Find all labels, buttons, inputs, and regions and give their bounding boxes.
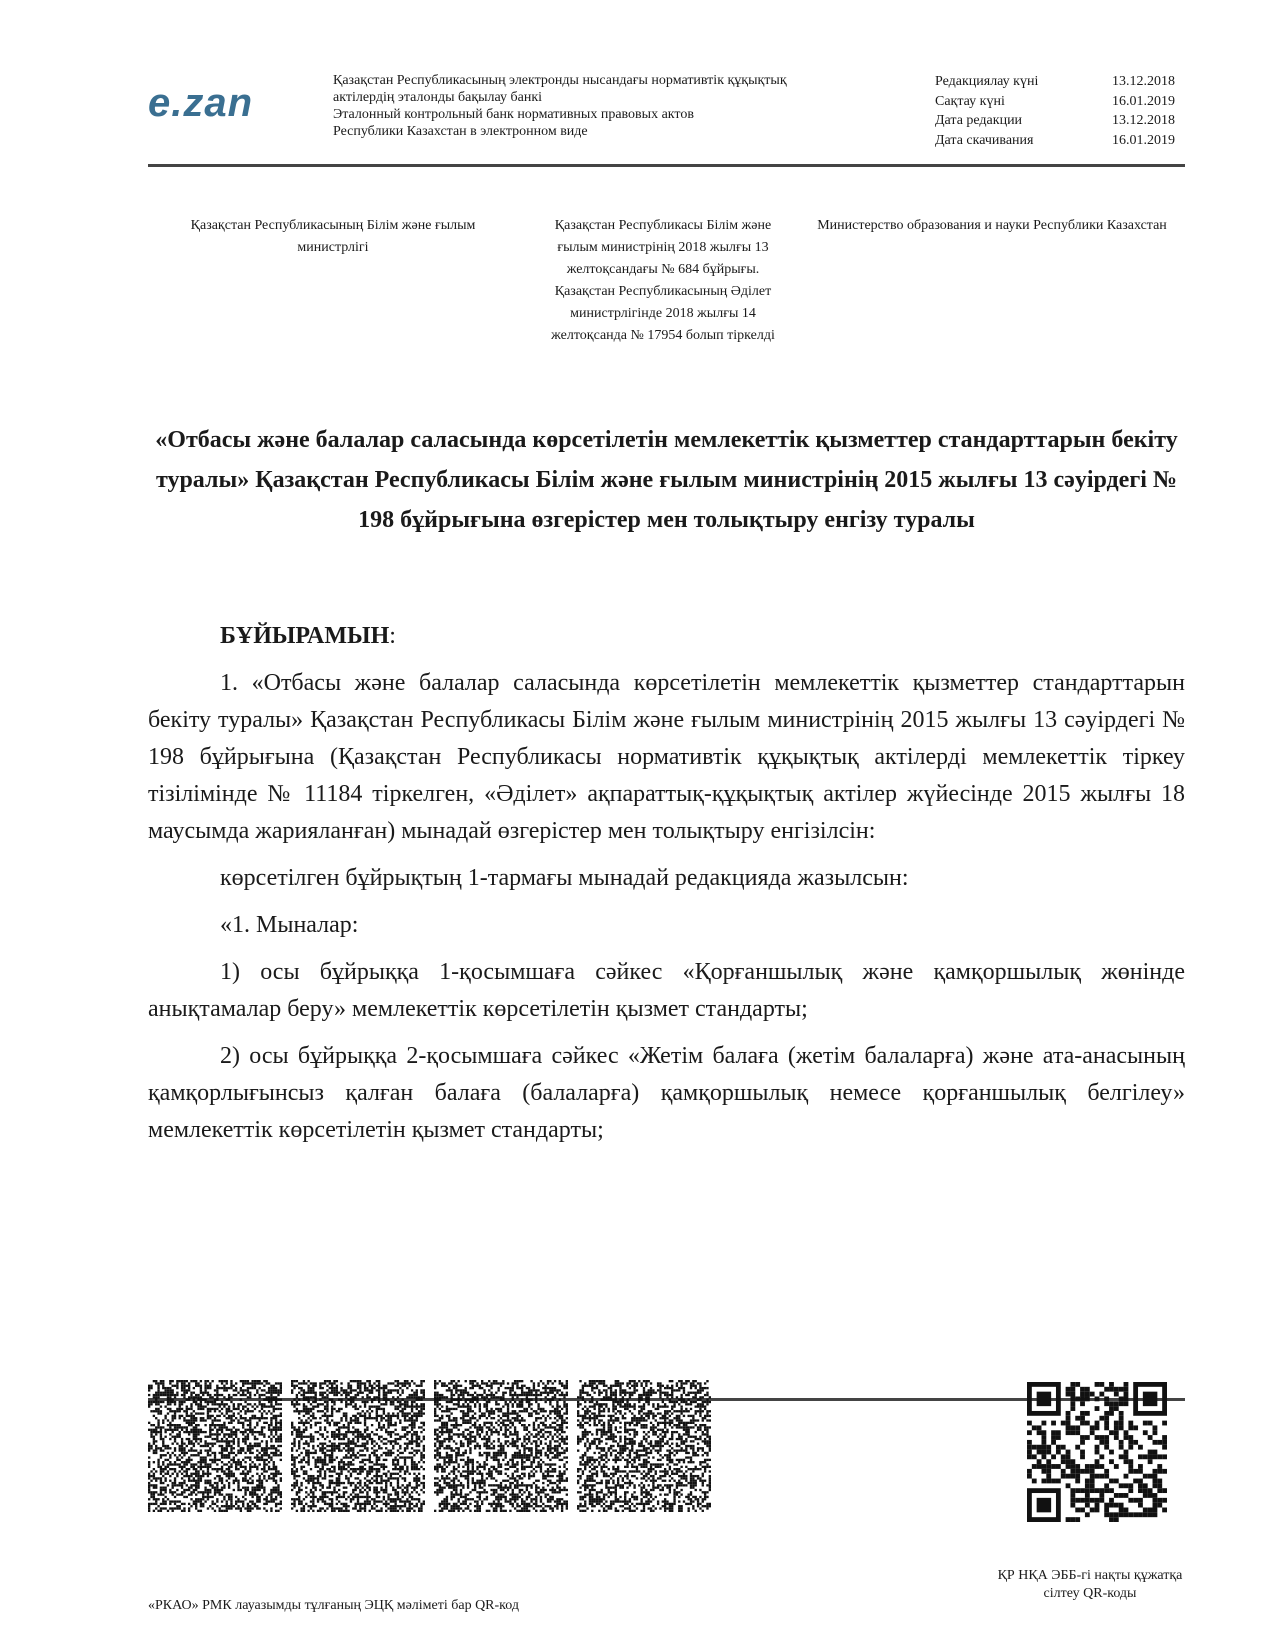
ministry-ru: Министерство образования и науки Республики Казахстан [817, 218, 1167, 233]
meta-row [935, 111, 1175, 131]
meta-value: 13.12.2018 [1112, 113, 1175, 128]
bank-line: актілердің эталонды бақылау банкі [333, 90, 543, 105]
paragraph: 1) осы бұйрыққа 1-қосымшаға сәйкес «Қорғаншылық және қамқоршылық жөнінде анықтамалар беру» мемлекеттік көрсетілетін қызмет стандарты; [148, 959, 1185, 1022]
paragraph: көрсетілген бұйрықтың 1-тармағы мынадай редакцияда жазылсын: [220, 865, 909, 891]
meta-value: 16.01.2019 [1112, 93, 1175, 109]
qr-code-icon [1027, 1382, 1167, 1522]
ezan-logo [148, 78, 288, 128]
bank-line: Қазақстан Республикасының электронды нысандағы нормативтік құқықтық [333, 73, 787, 88]
ministry-kz: Қазақстан Республикасының Білім және ғылым министрлігі [190, 218, 476, 255]
qr-code-icon [148, 1380, 282, 1512]
qr-caption-left: «РКАО» РМК лауазымды тұлғаның ЭЦҚ мәліметі бар QR-код [148, 1598, 519, 1613]
paragraph: «1. Мыналар: [220, 912, 359, 938]
logo-text: e.zan [148, 81, 254, 125]
meta-row [935, 131, 1175, 151]
qr-caption-right: ҚР НҚА ЭББ-гі нақты құжатқа сілтеу QR-коды [997, 1568, 1183, 1601]
decree-line [148, 618, 1185, 655]
bank-description [333, 72, 893, 140]
meta-value: 13.12.2018 [1112, 74, 1175, 89]
meta-label: Дата скачивания [935, 132, 1034, 148]
paragraph: 1. «Отбасы және балалар саласында көрсетілетін мемлекеттік қызметтер стандарттарын бекіту туралы» Қазақстан Республикасы Білім және ғылым министрінің 2015 жылғы 13 сәуірдегі № 198 бұйрығына (Қазақстан Республикасы нормативтік құқықтық актілерді мемлекеттік тіркеу тізілімінде № 11184 тіркелген, «Әділет» ақпараттық-құқықтық актілер жүйесінде 2015 жылғы 18 маусымда жарияланған) мынадай өзгерістер мен толықтыру енгізілсін: [148, 670, 1185, 844]
document-dates [935, 72, 1175, 150]
decree-colon: : [389, 623, 396, 649]
qr-code-icon [577, 1380, 711, 1512]
meta-label: Редакциялау күні [935, 74, 1039, 89]
header-divider [148, 164, 1185, 167]
meta-row [935, 72, 1175, 92]
paragraph: 2) осы бұйрыққа 2-қосымшаға сәйкес «Жетім балаға (жетім балаларға) және ата-анасының қамқорлығынсыз қалған балаға (балаларға) қамқоршылық немесе қорғаншылық белгілеу» мемлекеттік көрсетілетін қызмет стандарты; [148, 1043, 1185, 1143]
document-body [148, 618, 1185, 1159]
bank-line: Эталонный контрольный банк нормативных правовых актов [333, 107, 694, 122]
document-title: «Отбасы және балалар саласында көрсетілетін мемлекеттік қызметтер стандарттарын бекіту туралы» Қазақстан Республикасы Білім және ғылым министрінің 2015 жылғы 13 сәуірдегі № 198 бұйрығына өзгерістер мен толықтыру енгізу туралы [155, 427, 1178, 533]
meta-value: 16.01.2019 [1112, 132, 1175, 148]
qr-code-icon [291, 1380, 425, 1512]
meta-label: Сақтау күні [935, 93, 1005, 109]
bank-line: Республики Казахстан в электронном виде [333, 124, 588, 139]
decree-word: БҰЙЫРАМЫН [220, 623, 390, 649]
meta-row [935, 92, 1175, 112]
registration-note: Қазақстан Республикасы Білім және ғылым министрінің 2018 жылғы 13 желтоқсандағы № 684 бұйрығы. Қазақстан Республикасының Әділет министрлігінде 2018 жылғы 14 желтоқсанда № 17954 болып тіркелді [551, 218, 775, 343]
qr-code-icon [434, 1380, 568, 1512]
meta-label: Дата редакции [935, 113, 1023, 128]
